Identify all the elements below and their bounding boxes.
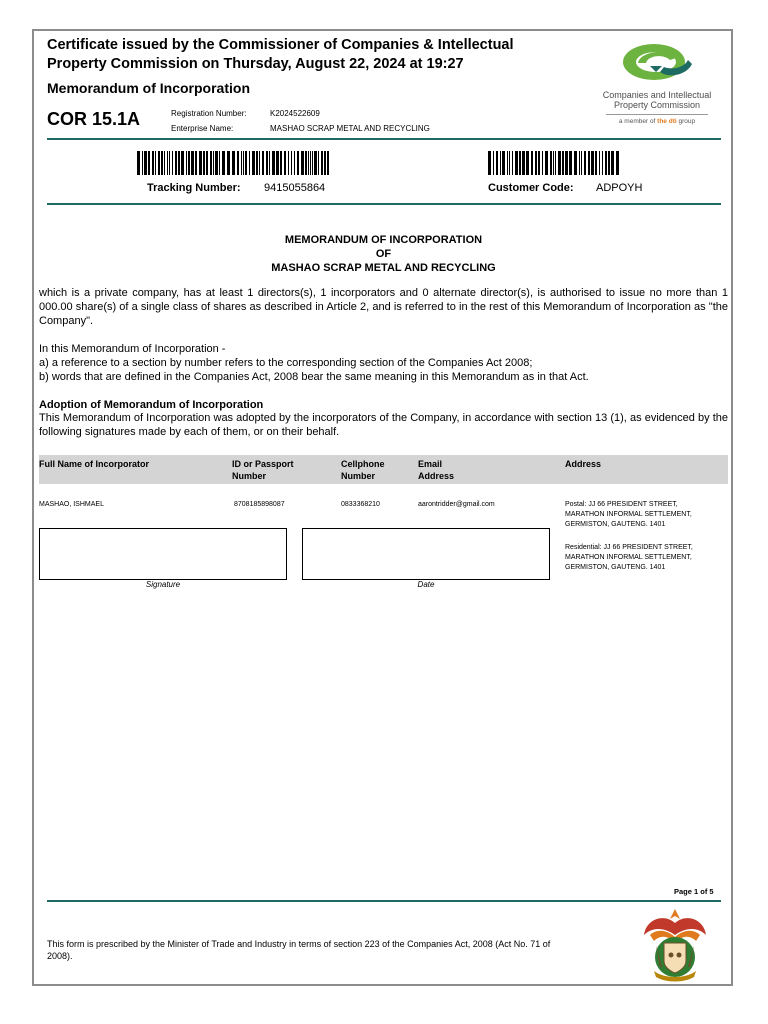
enterprise-name: MASHAO SCRAP METAL AND RECYCLING bbox=[270, 124, 430, 133]
header-rule bbox=[47, 138, 721, 140]
incorporator-postal-address: Postal: JJ 66 PRESIDENT STREET, MARATHON INFORMAL SETTLEMENT, GERMISTON, GAUTENG. 1401 bbox=[565, 501, 692, 528]
tracking-number: 9415055864 bbox=[264, 182, 326, 194]
incorporator-name: MASHAO, ISHMAEL bbox=[39, 501, 104, 508]
adoption-text: This Memorandum of Incorporation was adopted by the incorporators of the Company, in accordance with section 13 (1), as evidenced by the following signatures made by each of them, or on their behalf. bbox=[39, 412, 728, 438]
member-dti: the dti bbox=[657, 118, 677, 125]
header-cellphone: Cellphone Number bbox=[341, 459, 385, 481]
cipc-member-line bbox=[592, 118, 722, 125]
cipc-logo-icon bbox=[592, 36, 722, 92]
page-number: Page 1 of 5 bbox=[674, 887, 714, 896]
memorandum-title-line1: MEMORANDUM OF INCORPORATION bbox=[284, 234, 483, 246]
date-label: Date bbox=[417, 580, 435, 589]
signature-label: Signature bbox=[145, 580, 181, 589]
date-box[interactable] bbox=[302, 528, 550, 580]
document-title: Memorandum of Incorporation bbox=[47, 80, 250, 96]
footer-rule bbox=[47, 900, 721, 902]
tracking-barcode bbox=[137, 151, 332, 175]
memorandum-title-line2: OF bbox=[375, 248, 392, 260]
registration-number: K2024522609 bbox=[270, 109, 320, 118]
header-id-number: ID or Passport Number bbox=[232, 459, 294, 481]
customer-code-label: Customer Code: bbox=[488, 182, 574, 194]
cipc-logo-name: Companies and Intellectual Property Commission bbox=[602, 90, 712, 110]
header-email: Email Address bbox=[418, 459, 455, 481]
tracking-rule bbox=[47, 203, 721, 205]
enterprise-label: Enterprise Name: bbox=[171, 124, 234, 133]
incorporator-id-number: 8708185898087 bbox=[234, 501, 285, 508]
header-address: Address bbox=[565, 459, 602, 469]
incorporator-email: aarontridder@gmail.com bbox=[418, 501, 495, 508]
member-suffix: group bbox=[676, 118, 696, 125]
header-full-name: Full Name of Incorporator bbox=[39, 459, 150, 469]
memorandum-intro: which is a private company, has at least 1 directors(s), 1 incorporators and 0 alternate director(s), is authorised to issue no more than 1 000.00 share(s) of a single class of shares as described in Article 2, and is referred to in the rest of this Memorandum of Incorporation as "the Company". bbox=[39, 287, 728, 327]
definitions-intro: In this Memorandum of Incorporation - bbox=[39, 343, 226, 355]
logo-divider bbox=[606, 114, 708, 115]
form-code: COR 15.1A bbox=[47, 109, 141, 129]
signature-box[interactable] bbox=[39, 528, 287, 580]
tracking-number-label: Tracking Number: bbox=[147, 182, 241, 194]
incorporator-residential-address: Residential: JJ 66 PRESIDENT STREET, MARATHON INFORMAL SETTLEMENT, GERMISTON, GAUTENG. 1401 bbox=[565, 544, 693, 571]
registration-label: Registration Number: bbox=[171, 109, 247, 118]
customer-code: ADPOYH bbox=[596, 182, 643, 194]
memorandum-title-line3: MASHAO SCRAP METAL AND RECYCLING bbox=[271, 262, 496, 274]
certificate-title: Certificate issued by the Commissioner of Companies & Intellectual Property Commission on Thursday, August 22, 2024 at 19:27 bbox=[47, 37, 514, 72]
member-prefix: a member of bbox=[618, 118, 658, 125]
definition-a: a) a reference to a section by number refers to the corresponding section of the Companies Act 2008; bbox=[39, 357, 533, 369]
south-africa-coat-of-arms-icon bbox=[636, 905, 714, 983]
definition-b: b) words that are defined in the Companies Act, 2008 bear the same meaning in this Memorandum as in that Act. bbox=[39, 371, 589, 383]
adoption-heading: Adoption of Memorandum of Incorporation bbox=[39, 399, 264, 411]
footer-note: This form is prescribed by the Minister of Trade and Industry in terms of section 223 of the Companies Act, 2008 (Act No. 71 of 2008). bbox=[47, 939, 551, 961]
customer-barcode bbox=[488, 151, 623, 175]
incorporator-cellphone: 0833368210 bbox=[341, 501, 380, 508]
